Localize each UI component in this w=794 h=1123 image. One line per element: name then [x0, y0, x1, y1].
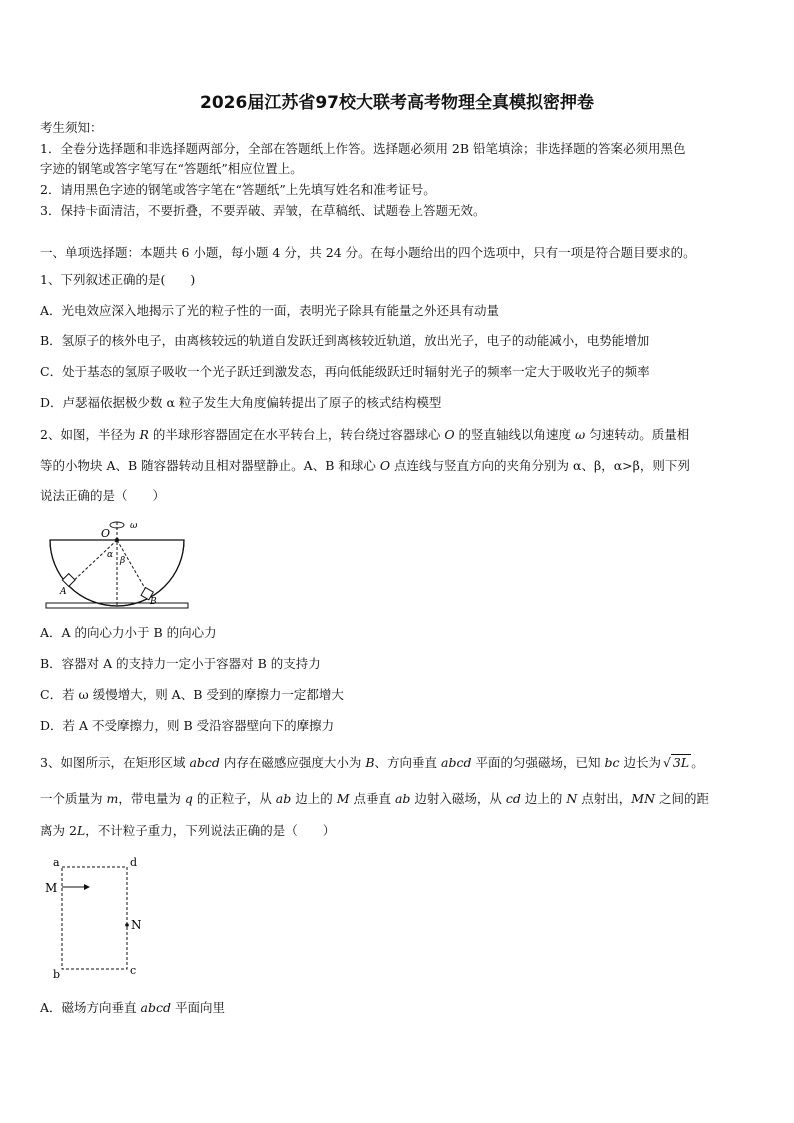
q3-option-a: A．磁场方向垂直 abcd 平面向里: [40, 1000, 225, 1015]
magnetic-field-region: [62, 867, 127, 969]
q3-stem-line-2: 一个质量为 m，带电量为 q 的正粒子，从 ab 边上的 M 点垂直 ab 边射入磁场，从 cd 边上的 N 点射出，MN 之间的距: [40, 791, 710, 806]
notice-item-1-line-1: 1．全卷分选择题和非选择题两部分，全部在答题纸上作答。选择题必须用 2B 铅笔填涂；非选择题的答案必须用黑色: [40, 141, 686, 156]
notice-heading: 考生须知：: [40, 120, 103, 135]
q1-stem: 1、下列叙述正确的是( ): [40, 272, 196, 287]
label-b: b: [53, 968, 61, 981]
q1-option-c: C．处于基态的氢原子吸收一个光子跃迁到激发态，再向低能级跃迁时辐射光子的频率一定大于吸收光子的频率: [40, 364, 650, 379]
sqrt-expression: √ 3L: [662, 755, 690, 770]
label-c: c: [130, 964, 137, 977]
section-heading: 一、单项选择题：本题共 6 小题，每小题 4 分，共 24 分。在每小题给出的四个选项中，只有一项是符合题目要求的。: [40, 245, 696, 260]
q2-stem-line-3: 说法正确的是（ ）: [40, 488, 166, 503]
q1-option-a: A．光电效应深入地揭示了光的粒子性的一面，表明光子除具有能量之外还具有动量: [40, 303, 500, 318]
q2-option-c: C．若 ω 缓慢增大，则 A、B 受到的摩擦力一定都增大: [40, 687, 344, 702]
label-a: a: [53, 856, 60, 869]
q2-option-d: D．若 A 不受摩擦力，则 B 受沿容器壁向下的摩擦力: [40, 718, 335, 733]
label-d: d: [130, 856, 138, 869]
q3-stem-line-3: 离为 2L，不计粒子重力，下列说法正确的是（ ）: [40, 823, 336, 838]
label-omega: ω: [130, 521, 138, 531]
label-m: M: [45, 881, 58, 895]
page-title: 2026届江苏省97校大联考高考物理全真模拟密押卷: [200, 93, 594, 113]
q2-option-a: A．A 的向心力小于 B 的向心力: [40, 625, 217, 640]
notice-item-1-line-2: 字迹的钢笔或答字笔写在“答题纸”相应位置上。: [40, 161, 303, 176]
q2-stem-line-1: 2、如图，半径为 R 的半球形容器固定在水平转台上，转台绕过容器球心 O 的竖直轴线以角速度 ω 匀速转动。质量相: [40, 427, 690, 442]
label-beta: β: [120, 556, 126, 566]
label-alpha: α: [107, 550, 114, 560]
q1-option-b: B．氢原子的核外电子，由离核较远的轨道自发跃迁到离核较近轨道，放出光子，电子的动能减小，电势能增加: [40, 333, 650, 348]
label-o: O: [101, 527, 111, 540]
q3-stem-line-1: 3、如图所示，在矩形区域 abcd 内存在磁感应强度大小为 B、方向垂直 abcd 平面的匀强磁场，已知 bc 边长为 √ 3L 。: [40, 755, 704, 770]
label-n: N: [131, 918, 142, 932]
q1-option-d: D．卢瑟福依据极少数 α 粒子发生大角度偏转提出了原子的核式结构模型: [40, 395, 442, 410]
notice-item-3: 3．保持卡面清洁，不要折叠，不要弄破、弄皱，在草稿纸、试题卷上答题无效。: [40, 203, 486, 218]
q2-option-b: B．容器对 A 的支持力一定小于容器对 B 的支持力: [40, 656, 321, 671]
q2-stem-line-2: 等的小物块 A、B 随容器转动且相对器壁静止。A、B 和球心 O 点连线与竖直方向的夹角分别为 α、β，α>β，则下列: [40, 458, 690, 473]
label-b: B: [150, 597, 157, 607]
label-a: A: [60, 587, 67, 597]
notice-item-2: 2．请用黑色字迹的钢笔或答字笔在“答题纸”上先填写姓名和准考证号。: [40, 182, 436, 197]
